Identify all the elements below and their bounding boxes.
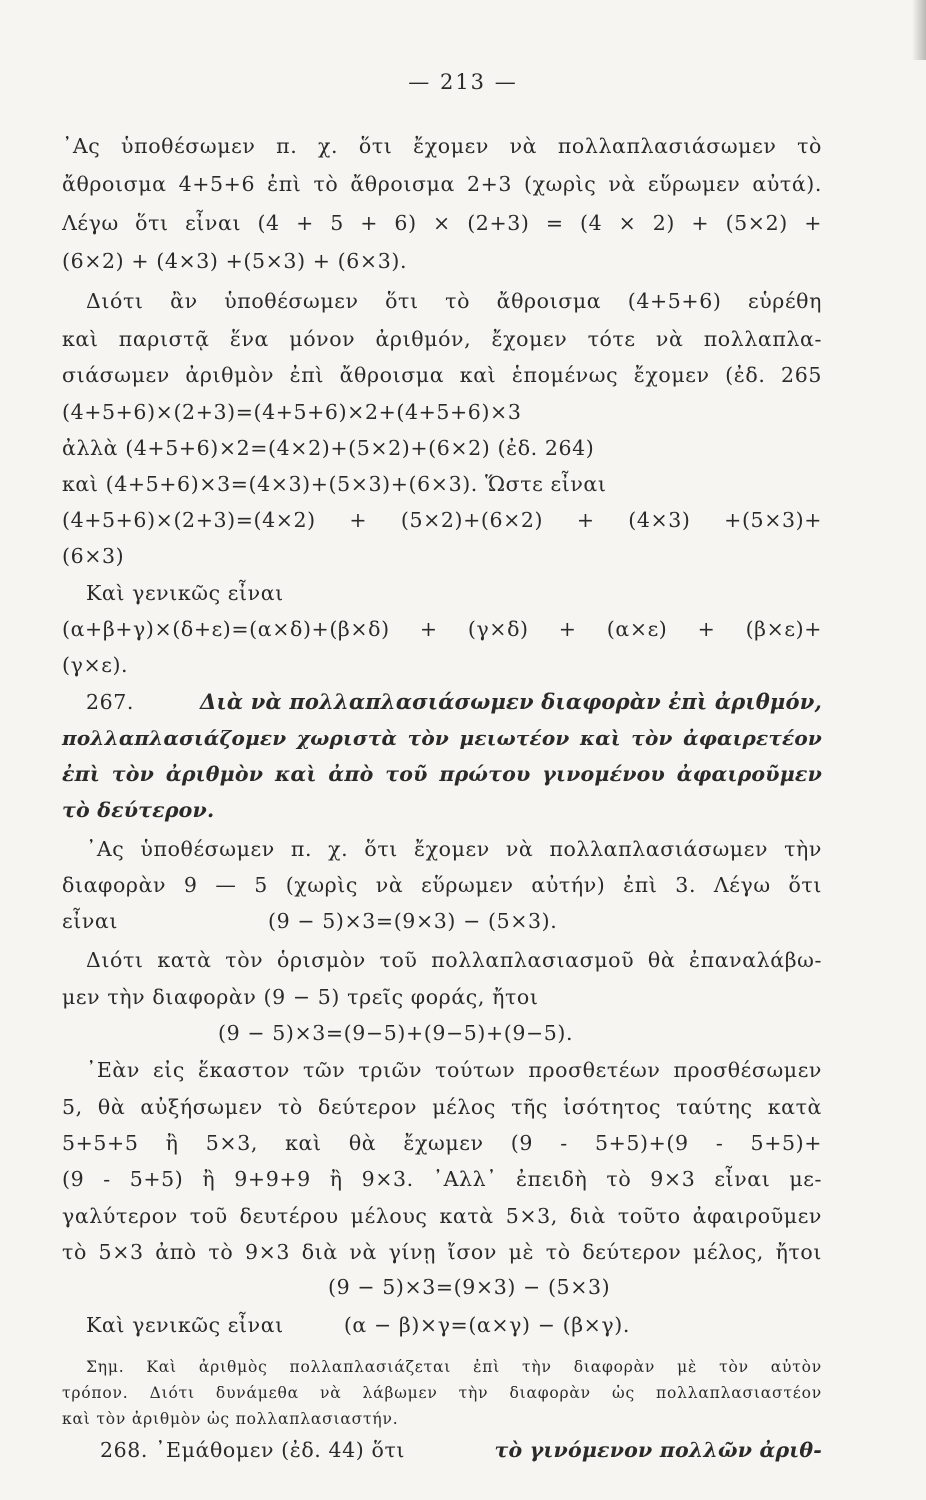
section-lead: 268. ᾿Εμάθομεν (ἐδ. 44) ὅτι xyxy=(100,1438,406,1462)
text-line: μεν τὴν διαφορὰν (9 − 5) τρεῖς φοράς, ἤτοι xyxy=(62,985,539,1009)
rule-line: τὸ δεύτερον. xyxy=(62,798,215,822)
equation-line: (4+5+6)×(2+3)=(4×2) + (5×2)+(6×2) + (4×3) +(5×3)+ xyxy=(62,508,822,532)
section-268-line xyxy=(100,1435,822,1465)
page-edge-shadow xyxy=(912,0,926,60)
section-267-heading xyxy=(86,687,822,717)
section-number: 267. xyxy=(86,690,135,714)
line-lead: εἶναι xyxy=(62,909,119,933)
equation-line: (9 − 5)×3=(9−5)+(9−5)+(9−5). xyxy=(218,1021,574,1045)
line-lead: Καὶ γενικῶς εἶναι xyxy=(86,1313,284,1337)
text-line: Καὶ γενικῶς εἶναι xyxy=(86,581,284,605)
rule-line: πολλαπλασιάζομεν χωριστὰ τὸν μειωτέον καὶ τὸν ἀφαιρετέον xyxy=(62,726,822,750)
equation-line: (γ×ε). xyxy=(62,653,129,677)
text-line: τὸ 5×3 ἀπὸ τὸ 9×3 διὰ νὰ γίνῃ ἴσον μὲ τὸ δεύτερον μέλος, ἤτοι xyxy=(62,1240,822,1264)
equation: (9 − 5)×3=(9×3) − (5×3). xyxy=(268,909,558,933)
text-line: (6×2) + (4×3) +(5×3) + (6×3). xyxy=(62,249,408,273)
rule-line: ἐπὶ τὸν ἀριθμὸν καὶ ἀπὸ τοῦ πρώτου γινομένου ἀφαιροῦμεν xyxy=(62,762,822,786)
equation-line: (9 − 5)×3=(9×3) − (5×3) xyxy=(328,1275,611,1299)
note-line: καὶ τὸν ἀριθμὸν ὡς πολλαπλασιαστήν. xyxy=(62,1410,399,1428)
page-number: — 213 — xyxy=(408,70,518,94)
text-line: ᾿Ας ὑποθέσωμεν π. χ. ὅτι ἔχομεν νὰ πολλαπλασιάσωμεν τὸ xyxy=(62,134,822,158)
text-line: Διότι κατὰ τὸν ὁρισμὸν τοῦ πολλαπλασιασμοῦ θὰ ἐπαναλάβω- xyxy=(86,948,822,972)
equation-line: (4+5+6)×(2+3)=(4+5+6)×2+(4+5+6)×3 xyxy=(62,400,522,424)
rule-text: τὸ γινόμενον πολλῶν ἀριθ- xyxy=(494,1438,822,1462)
equation: (α − β)×γ=(α×γ) − (β×γ). xyxy=(343,1313,631,1337)
text-line: Διότι ἂν ὑποθέσωμεν ὅτι τὸ ἄθροισμα (4+5+6) εὑρέθη xyxy=(86,289,822,313)
text-line: γαλύτερον τοῦ δευτέρου μέλους κατὰ 5×3, διὰ τοῦτο ἀφαιροῦμεν xyxy=(62,1204,822,1228)
equation-line: καὶ (4+5+6)×3=(4×3)+(5×3)+(6×3). Ὥστε εἶναι xyxy=(62,472,607,496)
equation-line xyxy=(86,1310,846,1340)
text-line: ᾿Εὰν εἰς ἕκαστον τῶν τριῶν τούτων προσθετέων προσθέσωμεν xyxy=(86,1058,822,1082)
text-line: καὶ παριστᾷ ἕνα μόνον ἀριθμόν, ἔχομεν τότε νὰ πολλαπλα- xyxy=(62,327,822,351)
text-line: σιάσωμεν ἀριθμὸν ἐπὶ ἄθροισμα καὶ ἑπομένως ἔχομεν (ἐδ. 265 xyxy=(62,363,822,387)
equation-line: ἀλλὰ (4+5+6)×2=(4×2)+(5×2)+(6×2) (ἐδ. 264) xyxy=(62,436,595,460)
text-line: 5, θὰ αὐξήσωμεν τὸ δεύτερον μέλος τῆς ἰσότητος ταύτης κατὰ xyxy=(62,1095,822,1119)
rule-text: Διὰ νὰ πολλαπλασιάσωμεν διαφορὰν ἐπὶ ἀριθμόν, xyxy=(199,689,822,714)
text-line: ἄθροισμα 4+5+6 ἐπὶ τὸ ἄθροισμα 2+3 (χωρὶς νὰ εὕρωμεν αὐτά). xyxy=(62,172,822,196)
text-line: ᾿Ας ὑποθέσωμεν π. χ. ὅτι ἔχομεν νὰ πολλαπλασιάσωμεν τὴν xyxy=(86,837,822,861)
text-line: διαφορὰν 9 — 5 (χωρὶς νὰ εὕρωμεν αὐτήν) ἐπὶ 3. Λέγω ὅτι xyxy=(62,873,822,897)
note-line: Σημ. Καὶ ἀριθμὸς πολλαπλασιάζεται ἐπὶ τὴν διαφορὰν μὲ τὸν αὐτὸν xyxy=(86,1358,822,1376)
equation-line: 5+5+5 ἢ 5×3, καὶ θὰ ἔχωμεν (9 - 5+5)+(9 - 5+5)+ xyxy=(62,1131,822,1155)
text-line: Λέγω ὅτι εἶναι (4 + 5 + 6) × (2+3) = (4 × 2) + (5×2) + xyxy=(62,211,822,235)
equation-line xyxy=(62,906,822,936)
note-line: τρόπον. Διότι δυνάμεθα νὰ λάβωμεν τὴν διαφορὰν ὡς πολλαπλασιαστέον xyxy=(62,1384,822,1402)
equation-line: (6×3) xyxy=(62,544,125,568)
equation-line: (α+β+γ)×(δ+ε)=(α×δ)+(β×δ) + (γ×δ) + (α×ε) + (β×ε)+ xyxy=(62,617,822,641)
text-line: (9 - 5+5) ἢ 9+9+9 ἢ 9×3. ᾿Αλλ᾿ ἐπειδὴ τὸ 9×3 εἶναι με- xyxy=(62,1167,822,1191)
